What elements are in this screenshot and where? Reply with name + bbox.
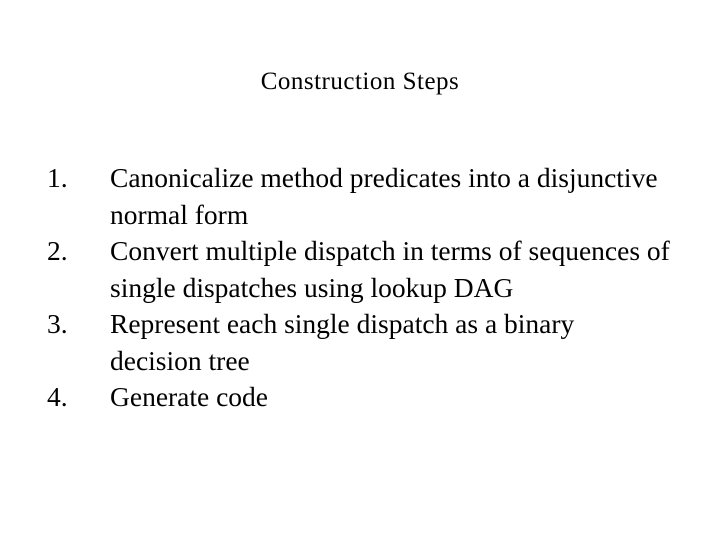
slide-title: Construction Steps: [260, 68, 460, 95]
step-number: 4.: [47, 381, 68, 412]
step-number: 3.: [47, 308, 68, 339]
step-text: Convert multiple dispatch in terms of sequences of single dispatches using lookup DAG: [110, 235, 670, 303]
step-number: 2.: [47, 235, 68, 266]
steps-list: [0, 160, 720, 416]
step-text: Represent each single dispatch as a binary decision tree: [110, 308, 575, 376]
step-item-1: [0, 160, 720, 233]
step-text: Canonicalize method predicates into a disjunctive normal form: [110, 162, 658, 230]
step-item-3: [0, 306, 720, 379]
step-number: 1.: [47, 162, 68, 193]
step-item-2: [0, 233, 720, 306]
step-text: Generate code: [110, 381, 269, 412]
step-item-4: [0, 379, 720, 416]
